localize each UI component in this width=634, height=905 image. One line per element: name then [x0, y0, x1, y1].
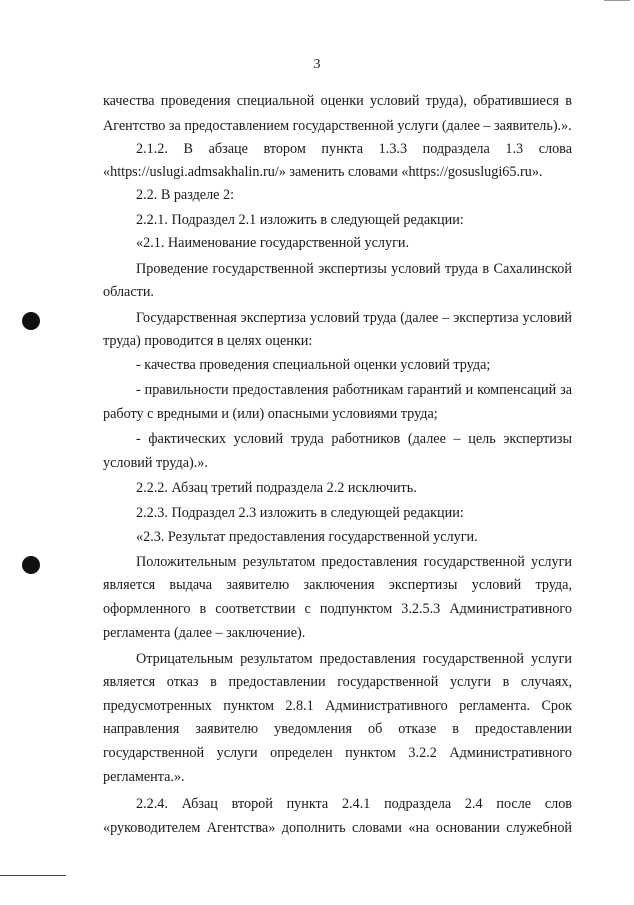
text-line: «руководителем Агентства» дополнить словами «на основании служебной — [103, 820, 572, 836]
text-line: области. — [103, 284, 154, 300]
text-line: качества проведения специальной оценки условий труда), обратившиеся в — [103, 93, 572, 109]
punch-hole — [22, 312, 40, 330]
corner-mark — [604, 0, 630, 1]
text-line: Положительным результатом предоставления государственной услуги — [136, 554, 572, 570]
footnote-rule — [0, 875, 66, 876]
text-line: «https://uslugi.admsakhalin.ru/» заменить словами «https://gosuslugi65.ru». — [103, 164, 543, 180]
text-line: является отказ в предоставлении государственной услуги в случаях, — [103, 674, 572, 690]
text-line: Государственная экспертиза условий труда (далее – экспертиза условий — [136, 310, 572, 326]
text-line: 2.2.1. Подраздел 2.1 изложить в следующей редакции: — [136, 212, 464, 228]
text-line: - фактических условий труда работников (далее – цель экспертизы — [136, 431, 572, 447]
text-line: «2.1. Наименование государственной услуги. — [136, 235, 410, 251]
text-line: является выдача заявителю заключения экспертизы условий труда, — [103, 577, 572, 593]
text-line: 2.2.2. Абзац третий подраздела 2.2 исключить. — [136, 480, 417, 496]
page-number: 3 — [313, 57, 321, 72]
text-line: предусмотренных пунктом 2.8.1 Административного регламента. Срок — [103, 698, 572, 714]
text-line: государственной услуги определен пунктом 3.2.2 Административного — [103, 745, 572, 761]
text-line: регламента.». — [103, 769, 185, 785]
text-line: регламента (далее – заключение). — [103, 625, 306, 641]
text-line: труда) проводится в целях оценки: — [103, 333, 313, 349]
text-line: 2.2.4. Абзац второй пункта 2.4.1 подраздела 2.4 после слов — [136, 796, 572, 812]
text-line: условий труда).». — [103, 455, 208, 471]
text-line: Отрицательным результатом предоставления государственной услуги — [136, 651, 572, 667]
text-line: Проведение государственной экспертизы условий труда в Сахалинской — [136, 261, 572, 277]
text-line: оформленного в соответствии с подпунктом 3.2.5.3 Административного — [103, 601, 572, 617]
text-line: - правильности предоставления работникам гарантий и компенсаций за — [136, 382, 572, 398]
text-line: - качества проведения специальной оценки условий труда; — [136, 357, 491, 373]
text-line: 2.2. В разделе 2: — [136, 187, 235, 203]
text-line: «2.3. Результат предоставления государственной услуги. — [136, 529, 478, 545]
text-line: работу с вредными и (или) опасными условиями труда; — [103, 406, 438, 422]
text-line: направления заявителю уведомления об отказе в предоставлении — [103, 721, 572, 737]
text-line: 2.1.2. В абзаце втором пункта 1.3.3 подраздела 1.3 слова — [136, 141, 572, 157]
text-line: 2.2.3. Подраздел 2.3 изложить в следующей редакции: — [136, 505, 464, 521]
text-line: Агентство за предоставлением государственной услуги (далее – заявитель).». — [103, 118, 572, 134]
punch-hole — [22, 556, 40, 574]
